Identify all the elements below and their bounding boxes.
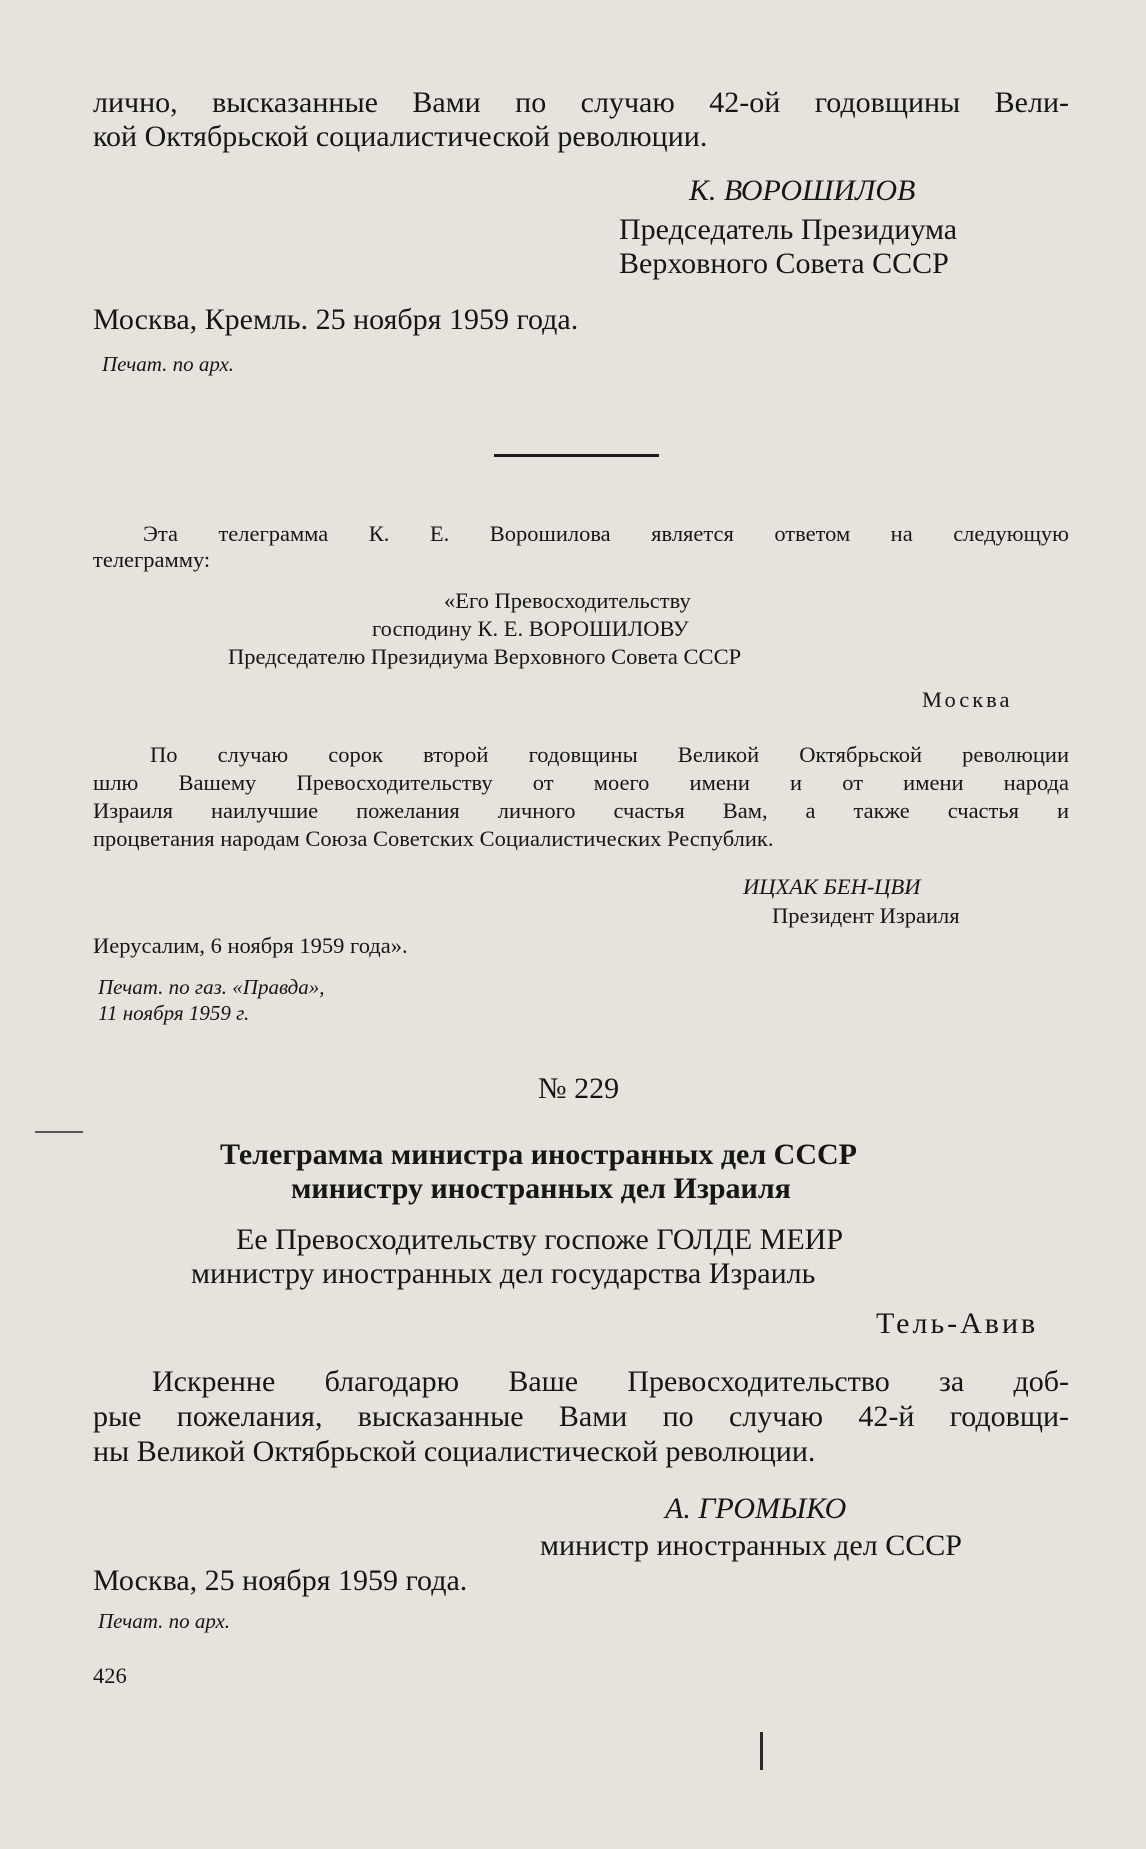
source-note: Печат. по арх. (98, 1609, 231, 1633)
document-heading: министру иностранных дел Израиля (291, 1172, 791, 1205)
address-line: «Его Превосходительству (444, 588, 691, 613)
address-line: Председателю Президиума Верховного Совета СССР (228, 644, 742, 669)
body-line: лично, высказанные Вами по случаю 42-ой годовщины Вели- (93, 86, 1069, 119)
note-line: телеграмму: (93, 547, 211, 572)
date-line: Москва, Кремль. 25 ноября 1959 года. (93, 303, 579, 336)
signature-title: министр иностранных дел СССР (540, 1529, 962, 1562)
document-number: № 229 (538, 1072, 620, 1105)
document-heading: Телеграмма министра иностранных дел СССР (220, 1138, 858, 1171)
note-line: Эта телеграмма К. Е. Ворошилова является ответом на следующую (143, 521, 1069, 546)
page-number: 426 (93, 1663, 127, 1688)
address-line: министру иностранных дел государства Израиль (191, 1257, 816, 1290)
signature-title-line: Верховного Совета СССР (619, 247, 949, 280)
signature-title: Президент Израиля (772, 903, 960, 928)
date-line: Иерусалим, 6 ноября 1959 года». (93, 933, 408, 958)
date-line: Москва, 25 ноября 1959 года. (93, 1564, 468, 1597)
signature-ben-zvi: ИЦХАК БЕН-ЦВИ (743, 874, 921, 899)
body-line: шлю Вашему Превосходительству от моего имени и от имени народа (93, 770, 1069, 795)
margin-mark (760, 1732, 763, 1770)
signature-gromyko: А. ГРОМЫКО (665, 1492, 847, 1525)
address-line: господину К. Е. ВОРОШИЛОВУ (372, 616, 689, 641)
body-line: рые пожелания, высказанные Вами по случаю 42-й годовщи- (93, 1400, 1069, 1433)
signature-voroshilov: К. ВОРОШИЛОВ (689, 174, 916, 207)
source-note: Печат. по арх. (102, 352, 235, 376)
body-line: ны Великой Октябрьской социалистической революции. (93, 1435, 816, 1468)
body-line: По случаю сорок второй годовщины Великой Октябрьской революции (150, 742, 1069, 767)
margin-mark (35, 1131, 83, 1133)
body-line: кой Октябрьской социалистической революции. (93, 120, 708, 153)
body-line: процветания народам Союза Советских Социалистических Республик. (93, 826, 774, 851)
city-line: Москва (922, 687, 1013, 712)
source-note: Печат. по газ. «Правда», (98, 975, 325, 999)
body-line: Искренне благодарю Ваше Превосходительство за доб- (152, 1365, 1069, 1398)
signature-title-line: Председатель Президиума (619, 213, 958, 246)
section-divider (494, 454, 659, 457)
source-note: 11 ноября 1959 г. (98, 1001, 250, 1025)
body-line: Израиля наилучшие пожелания личного счастья Вам, а также счастья и (93, 798, 1069, 823)
city-line: Тель-Авив (876, 1307, 1039, 1340)
address-line: Ее Превосходительству госпоже ГОЛДЕ МЕИР (236, 1223, 844, 1256)
